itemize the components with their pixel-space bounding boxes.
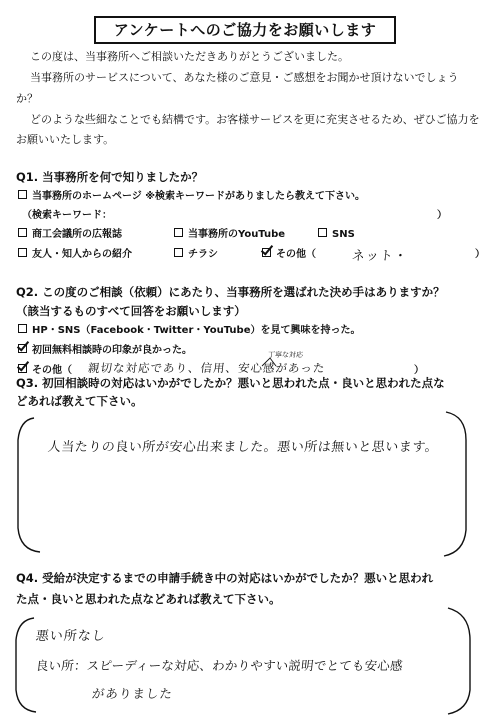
q3-question-line-1: Q3. 初回相談時の対応はいかがでしたか？悪いと思われた点・良いと思われた点な <box>16 376 445 390</box>
q4-frame-left <box>16 618 36 712</box>
q2-insert-caret <box>262 358 276 366</box>
q3-frame-left <box>18 418 40 552</box>
q1-option-flyer-label: チラシ <box>188 249 218 260</box>
q2-other-close: ） <box>414 365 424 376</box>
q4-question-line-2: た点・良いと思われた点などあれば教えて下さい。 <box>16 592 281 606</box>
q3-question-line-2: どあれば教えて下さい。 <box>16 394 143 408</box>
q1-other-answer[interactable]: ネット・ <box>351 249 409 264</box>
q4-answer-line-2[interactable]: 良い所：スピーディーな対応、わかりやすい説明でとても安心感 <box>35 658 404 673</box>
q1-option-other-label: その他（ <box>276 249 316 260</box>
intro-line-1: この度は、当事務所へご相談いただきありがとうございました。 <box>30 50 349 63</box>
q1-keyword-close: ） <box>437 210 447 221</box>
q3-answer[interactable]: 人当たりの良い所が安心出来ました。悪い所は無いと思います。 <box>47 440 440 455</box>
q1-option-homepage-label: 当事務所のホームページ ※検索キーワードがありましたら教えて下さい。 <box>32 191 366 202</box>
q4-answer-line-3[interactable]: がありました <box>91 686 174 701</box>
intro-line-3: か？ <box>16 92 38 105</box>
q1-option-chamber-label: 商工会議所の広報誌 <box>32 229 122 240</box>
q2-option-other-label: その他（ <box>32 365 72 376</box>
intro-line-5: お願いいたします。 <box>16 133 115 146</box>
q2-other-insert: 丁寧な対応 <box>267 351 304 359</box>
intro-line-4: どのような些細なことでも結構です。お客様サービスを更に充実させるため、ぜひご協力を <box>30 113 480 126</box>
q2-question: Q2. この度のご相談（依頼）にあたり、当事務所を選ばれた決め手はありますか？ <box>16 285 445 299</box>
q1-keyword-label: （検索キーワード： <box>22 210 112 221</box>
q4-frame-right <box>448 608 470 714</box>
survey-title: アンケートへのご協力をお願いします <box>94 16 396 44</box>
q4-answer-line-1[interactable]: 悪い所なし <box>35 629 107 644</box>
q2-option-hp-sns-label: HP・SNS（Facebook・Twitter・YouTube）を見て興味を持った。 <box>32 325 361 336</box>
q1-option-youtube-label: 当事務所のYouTube <box>188 229 286 240</box>
q1-option-friend-label: 友人・知人からの紹介 <box>32 249 132 260</box>
q3-frame-right <box>444 412 466 556</box>
q1-option-sns-label: SNS <box>332 229 355 240</box>
q1-other-close: ） <box>475 249 485 260</box>
q4-question-line-1: Q4. 受給が決定するまでの申請手続き中の対応はいかがでしたか？悪いと思われ <box>16 571 434 585</box>
q2-option-first-consult-label: 初回無料相談時の印象が良かった。 <box>32 345 192 356</box>
q2-note: （該当するものすべて回答をお願いします） <box>16 304 246 318</box>
intro-line-2: 当事務所のサービスについて、あなた様のご意見・ご感想をお聞かせ頂けないでしょう <box>30 71 459 84</box>
q1-question: Q1. 当事務所を何で知りましたか？ <box>16 170 204 184</box>
q2-other-answer[interactable]: 親切な対応であり、信用、安心感があった <box>87 361 327 375</box>
